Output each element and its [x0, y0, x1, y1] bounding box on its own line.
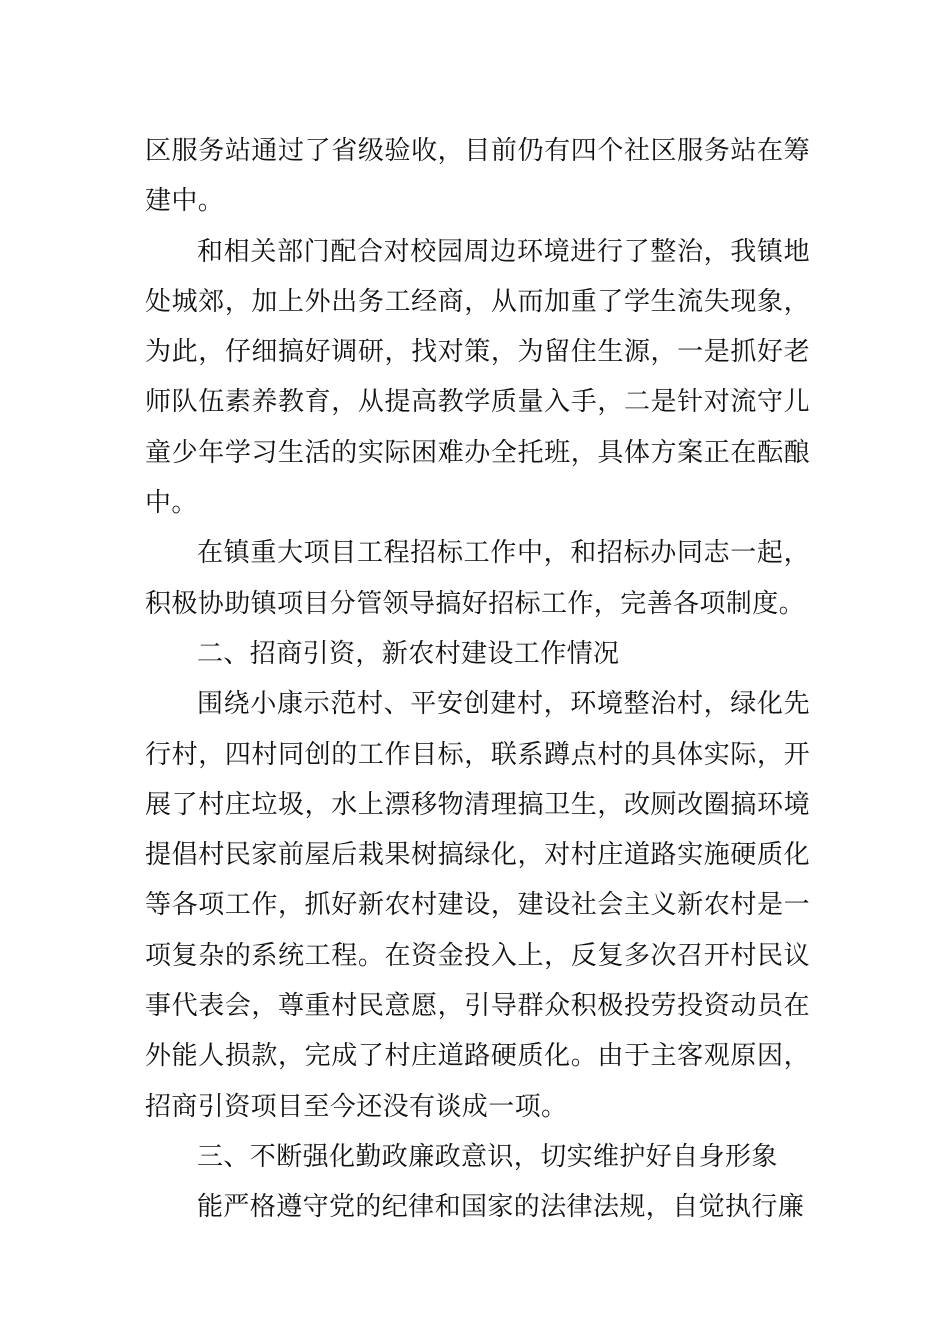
paragraph-continuation: 区服务站通过了省级验收，目前仍有四个社区服务站在筹建中。: [145, 136, 810, 217]
paragraph-new-countryside: 围绕小康示范村、平安创建村，环境整治村，绿化先行村，四村同创的工作目标，联系蹲点村的具体实际，开展了村庄垃圾，水上漂移物清理搞卫生，改厕改圈搞环境提倡村民家前屋后栽果树搞绿化，对村庄道路实施硬质化等各项工作，抓好新农村建设，建设社会主义新农村是一项复杂的系统工程。在资金投入上，反复多次召开村民议事代表会，尊重村民意愿，引导群众积极投劳投资动员在外能人损款，完成了村庄道路硬质化。由于主客观原因，招商引资项目至今还没有谈成一项。: [145, 689, 810, 1122]
paragraph-bidding-work: 在镇重大项目工程招标工作中，和招标办同志一起，积极协助镇项目分管领导搞好招标工作，完善各项制度。: [145, 538, 810, 619]
paragraph-campus-environment: 和相关部门配合对校园周边环境进行了整治，我镇地处城郊，加上外出务工经商，从而加重了学生流失现象，为此，仔细搞好调研，找对策，为留住生源，一是抓好老师队伍素养教育，从提高教学质量入手，二是针对流守儿童少年学习生活的实际困难办全托班，具体方案正在酝酿中。: [145, 236, 810, 519]
document-body: [145, 126, 810, 1233]
section-heading-investment: 二、招商引资，新农村建设工作情况: [197, 638, 620, 669]
section-heading-integrity: 三、不断强化勤政廉政意识，切实维护好自身形象: [197, 1141, 778, 1172]
paragraph-discipline: 能严格遵守党的纪律和国家的法律法规，自觉执行廉: [197, 1192, 805, 1223]
